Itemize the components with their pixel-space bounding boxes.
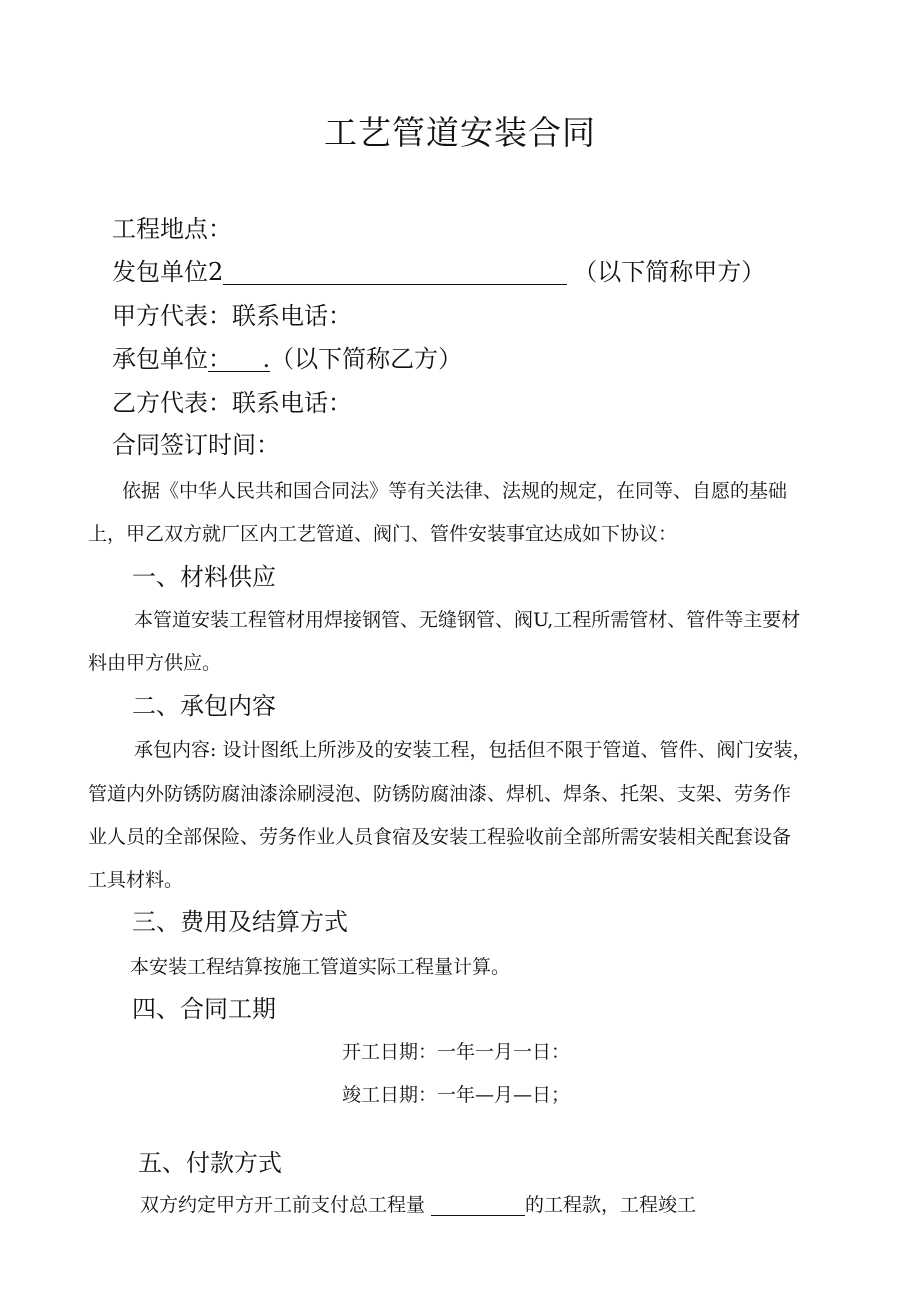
contractor-blank: ： .	[208, 345, 271, 373]
employer-suffix: （以下简称甲方）	[573, 258, 766, 286]
section-heading: 五、付款方式	[138, 1149, 282, 1177]
section-2-line-2: 管道内外防锈防腐油漆涂刷浸泡、防锈防腐油漆、焊机、焊条、托架、支架、劳务作	[88, 783, 792, 805]
payment-text-a: 双方约定甲方开工前支付总工程量	[140, 1194, 432, 1216]
contractor-representative: 乙方代表：联系电话：	[112, 389, 352, 417]
section-3-line-1: 本安装工程结算按施工管道实际工程量计算。	[130, 956, 511, 978]
employer-blank	[223, 260, 567, 285]
payment-amount-blank	[431, 1196, 525, 1216]
employer-label: 发包单位2	[112, 258, 224, 286]
end-date: 竣工日期：一年—月—日；	[342, 1084, 571, 1106]
section-2-line-4: 工具材料。	[88, 869, 184, 891]
document-title: 工艺管道安装合同	[324, 113, 596, 152]
intro-line-1: 依据《中华人民共和国合同法》等有关法律、法规的规定，在同等、自愿的基础	[122, 480, 788, 502]
intro-line-2: 上，甲乙双方就厂区内工艺管道、阀门、管件安装事宜达成如下协议：	[88, 523, 678, 545]
start-date: 开工日期：一年一月一日：	[342, 1041, 571, 1063]
section-heading: 一、材料供应	[132, 563, 276, 591]
employer-line	[112, 260, 765, 285]
employer-representative: 甲方代表：联系电话：	[112, 302, 352, 330]
section-2-line-3: 业人员的全部保险、劳务作业人员食宿及安装工程验收前全部所需安装相关配套设备	[88, 826, 792, 848]
section-1-line-2: 料由甲方供应。	[88, 652, 222, 674]
payment-text-b: 的工程款，工程竣工	[525, 1194, 697, 1216]
section-heading: 四、合同工期	[132, 995, 276, 1023]
section-5-line-1	[140, 1196, 696, 1216]
contractor-line	[112, 347, 462, 372]
section-heading: 三、费用及结算方式	[132, 908, 348, 936]
section-heading: 二、承包内容	[132, 692, 276, 720]
signing-time: 合同签订时间：	[112, 431, 280, 459]
contractor-suffix: （以下简称乙方）	[270, 345, 463, 373]
section-2-line-1: 承包内容: 设计图纸上所涉及的安装工程，包括但不限于管道、管件、阀门安装，	[134, 739, 812, 761]
section-1-line-1: 本管道安装工程管材用焊接钢管、无缝钢管、阀U,工程所需管材、管件等主要材	[134, 609, 801, 631]
project-location: 工程地点：	[112, 215, 232, 243]
contractor-label: 承包单位	[112, 345, 208, 373]
